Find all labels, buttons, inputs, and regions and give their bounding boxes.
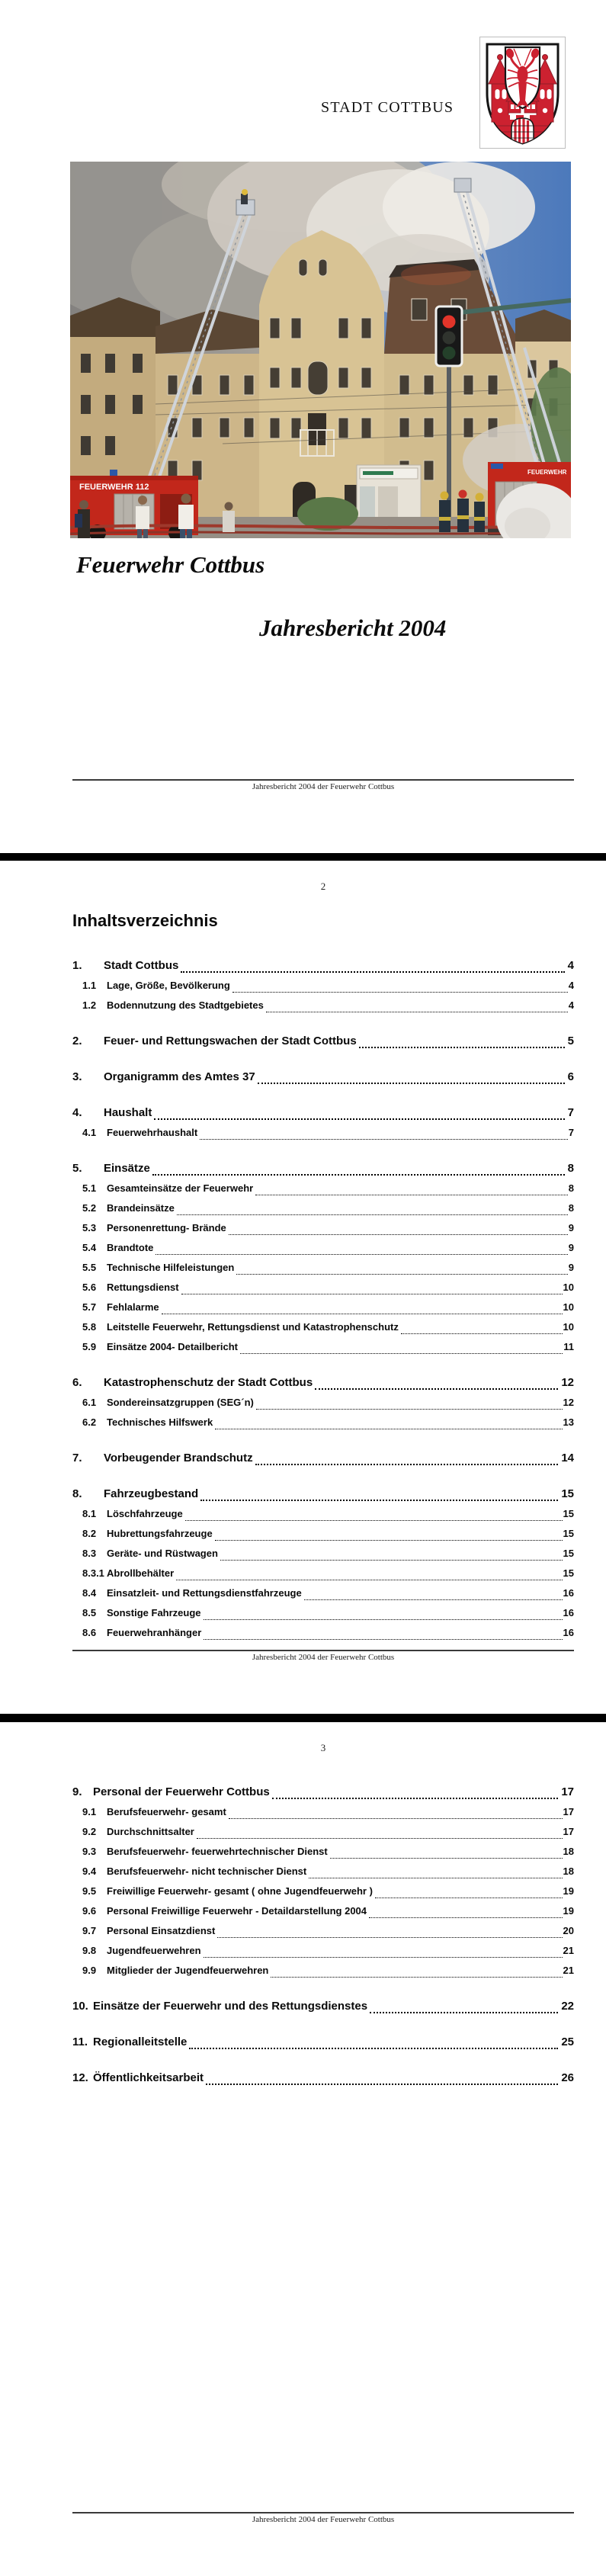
toc-entry-title: Lage, Größe, Bevölkerung	[107, 980, 230, 991]
toc-entry	[72, 1921, 574, 1941]
toc-entry-page: 17	[563, 1826, 574, 1837]
toc-entry-number: 11.	[72, 2035, 88, 2048]
toc-entry-title: Haushalt	[104, 1106, 152, 1119]
toc-dot-leader	[369, 1917, 563, 1918]
toc-entry-title: Freiwillige Feuerwehr- gesamt ( ohne Jugendfeuerwehr )	[107, 1885, 373, 1897]
toc-dot-leader	[359, 1047, 565, 1048]
toc-entry-number: 10.	[72, 2000, 88, 2013]
toc-dot-leader	[197, 1838, 563, 1839]
toc-dot-leader	[232, 992, 568, 993]
toc-entry-number: 8.3.1	[82, 1567, 104, 1579]
toc-entry-page: 4	[568, 999, 574, 1011]
firefighters	[439, 490, 485, 533]
toc-entry-title: Feuerwehrhaushalt	[107, 1127, 198, 1138]
toc-entry-number: 4.1	[82, 1127, 97, 1138]
toc-entry-title: Personal Freiwillige Feuerwehr - Detaildarstellung 2004	[107, 1905, 367, 1917]
toc-dot-leader	[181, 971, 564, 973]
truck-marking-left: FEUERWEHR 112	[79, 483, 149, 492]
toc-entry-number: 8.4	[82, 1587, 97, 1599]
toc-entry	[72, 976, 574, 996]
footer-text: Jahresbericht 2004 der Feuerwehr Cottbus	[252, 2515, 395, 2524]
toc-entry	[72, 996, 574, 1015]
page-number: 2	[320, 881, 326, 892]
toc-entry-number: 9.2	[82, 1826, 97, 1837]
toc-entry-number: 1.2	[82, 999, 97, 1011]
toc-entry-number: 5.4	[82, 1242, 97, 1253]
toc-entry-number: 9.3	[82, 1846, 97, 1857]
toc-entry-page: 10	[563, 1301, 574, 1313]
toc-entry-title: Rettungsdienst	[107, 1282, 179, 1293]
toc-entry-number: 5.9	[82, 1341, 97, 1352]
toc-entry-title: Regionalleitstelle	[93, 2035, 188, 2048]
toc-dot-leader	[177, 1214, 568, 1215]
truck-marking-right: FEUERWEHR	[527, 469, 567, 476]
toc-entry-title: Technische Hilfeleistungen	[107, 1262, 235, 1273]
toc-entry-page: 17	[561, 1785, 574, 1798]
toc-entry-page: 9	[568, 1262, 574, 1273]
toc-dot-leader	[200, 1139, 568, 1140]
page-separator	[0, 1714, 606, 1722]
toc-entry-number: 6.2	[82, 1416, 97, 1428]
toc-entry-page: 19	[563, 1885, 574, 1897]
toc-dot-leader	[304, 1599, 563, 1600]
toc-entry	[72, 1544, 574, 1564]
toc-entry	[72, 2068, 574, 2088]
toc-entry-title: Gesamteinsätze der Feuerwehr	[107, 1182, 254, 1194]
page-separator	[0, 853, 606, 861]
toc-entry-title: Sondereinsatzgruppen (SEG´n)	[107, 1397, 254, 1408]
toc-dot-leader	[185, 1520, 563, 1521]
toc-entry-number: 8.3	[82, 1548, 97, 1559]
toc-dot-leader	[258, 1083, 565, 1084]
toc-entry	[72, 1218, 574, 1238]
toc-entry-title: Brandtote	[107, 1242, 154, 1253]
page-footer	[72, 779, 574, 791]
toc-dot-leader	[206, 2084, 558, 2085]
toc-dot-leader	[204, 1639, 562, 1640]
toc-dot-leader	[370, 2012, 558, 2013]
toc-dot-leader	[200, 1500, 558, 1501]
toc-entry-number: 4.	[72, 1106, 82, 1119]
toc-entry	[72, 955, 574, 976]
toc-entry-title: Fehlalarme	[107, 1301, 159, 1313]
toc-entry-page: 18	[563, 1865, 574, 1877]
toc-entry-page: 12	[561, 1376, 574, 1389]
toc-dot-leader	[154, 1118, 564, 1120]
toc-dot-leader	[315, 1388, 558, 1390]
toc-dot-leader	[204, 1957, 563, 1958]
toc-entry-number: 5.	[72, 1162, 82, 1175]
toc-entry-page: 18	[563, 1846, 574, 1857]
report-title: Feuerwehr Cottbus	[76, 551, 265, 578]
toc-entry-title: Bodennutzung des Stadtgebietes	[107, 999, 264, 1011]
cottbus-coat-of-arms	[479, 37, 566, 149]
toc-entry-page: 9	[568, 1222, 574, 1233]
toc-entry-title: Brandeinsätze	[107, 1202, 175, 1214]
toc-entry-title: Technisches Hilfswerk	[107, 1416, 213, 1428]
toc-entry-number: 8.1	[82, 1508, 97, 1519]
toc-entry-page: 8	[567, 1162, 574, 1175]
toc-entry-number: 9.4	[82, 1865, 97, 1877]
toc-entry-page: 15	[563, 1508, 574, 1519]
toc-entry-page: 8	[568, 1202, 574, 1214]
toc-entry-page: 4	[568, 980, 574, 991]
toc-entry-number: 6.	[72, 1376, 82, 1389]
toc-entry	[72, 1524, 574, 1544]
fire-scene-photo	[70, 162, 571, 538]
toc-dot-leader	[236, 1274, 567, 1275]
toc-entry-title: Personal Einsatzdienst	[107, 1925, 216, 1936]
toc-entry-number: 9.6	[82, 1905, 97, 1917]
toc-entry-number: 8.5	[82, 1607, 97, 1618]
toc-entry	[72, 1372, 574, 1393]
footer-text: Jahresbericht 2004 der Feuerwehr Cottbus	[252, 1653, 395, 1662]
report-subtitle: Jahresbericht 2004	[259, 614, 447, 641]
toc-entry	[72, 1862, 574, 1881]
toc-entry	[72, 2032, 574, 2052]
toc-entry-title: Sonstige Fahrzeuge	[107, 1607, 201, 1618]
toc-list	[72, 955, 574, 1643]
toc-entry-title: Personenrettung- Brände	[107, 1222, 226, 1233]
toc-entry-number: 9.7	[82, 1925, 97, 1936]
toc-entry	[72, 1901, 574, 1921]
toc-entry-number: 3.	[72, 1070, 82, 1083]
toc-entry-number: 1.	[72, 959, 82, 972]
toc-dot-leader	[229, 1818, 563, 1819]
toc-entry-page: 17	[563, 1806, 574, 1817]
toc-dot-leader	[255, 1464, 559, 1465]
toc-dot-leader	[240, 1353, 563, 1354]
toc-dot-leader	[401, 1333, 563, 1334]
toc-entry	[72, 1782, 574, 1802]
toc-entry-page: 19	[563, 1905, 574, 1917]
toc-entry	[72, 1842, 574, 1862]
toc-entry-number: 9.9	[82, 1965, 97, 1976]
toc-entry-page: 4	[567, 959, 574, 972]
toc-entry-number: 5.2	[82, 1202, 97, 1214]
toc-entry-number: 5.1	[82, 1182, 97, 1194]
toc-list	[72, 1782, 574, 2088]
toc-entry	[72, 1158, 574, 1179]
toc-entry	[72, 1123, 574, 1143]
toc-entry-page: 11	[563, 1341, 574, 1352]
toc-entry-page: 15	[563, 1548, 574, 1559]
toc-entry-title: Katastrophenschutz der Stadt Cottbus	[104, 1376, 313, 1389]
toc-entry-title: Geräte- und Rüstwagen	[107, 1548, 218, 1559]
toc-entry-title: Personal der Feuerwehr Cottbus	[93, 1785, 270, 1798]
toc-entry-page: 10	[563, 1321, 574, 1333]
toc-entry	[72, 1504, 574, 1524]
toc-entry	[72, 1961, 574, 1981]
toc-entry-title: Jugendfeuerwehren	[107, 1945, 201, 1956]
toc-entry-number: 9.1	[82, 1806, 97, 1817]
toc-entry-page: 15	[561, 1487, 574, 1500]
toc-entry-title: Mitglieder der Jugendfeuerwehren	[107, 1965, 269, 1976]
toc-dot-leader	[256, 1409, 563, 1410]
toc-entry-page: 16	[563, 1607, 574, 1618]
toc-entry-number: 8.6	[82, 1627, 97, 1638]
toc-entry-title: Einsätze	[104, 1162, 150, 1175]
toc-entry-title: Hubrettungsfahrzeuge	[107, 1528, 213, 1539]
toc-entry-number: 5.6	[82, 1282, 97, 1293]
toc-entry-page: 25	[561, 2035, 574, 2048]
toc-entry	[72, 1822, 574, 1842]
toc-dot-leader	[189, 2048, 558, 2049]
toc-entry-title: Leitstelle Feuerwehr, Rettungsdienst und Katastrophenschutz	[107, 1321, 399, 1333]
toc-entry	[72, 1393, 574, 1413]
toc-dot-leader	[220, 1560, 563, 1561]
toc-entry-number: 5.8	[82, 1321, 97, 1333]
toc-entry-number: 9.8	[82, 1945, 97, 1956]
toc-entry-page: 15	[563, 1567, 574, 1579]
toc-entry-number: 2.	[72, 1035, 82, 1047]
toc-entry-page: 10	[563, 1282, 574, 1293]
toc-entry-number: 9.	[72, 1785, 82, 1798]
toc-entry-page: 9	[568, 1242, 574, 1253]
toc-dot-leader	[271, 1977, 562, 1978]
toc-entry-page: 14	[561, 1452, 574, 1464]
toc-entry-number: 9.5	[82, 1885, 97, 1897]
toc-entry-number: 8.2	[82, 1528, 97, 1539]
toc-entry	[72, 1179, 574, 1198]
toc-entry	[72, 1623, 574, 1643]
toc-entry	[72, 1564, 574, 1583]
toc-dot-leader	[204, 1619, 563, 1620]
toc-entry-page: 8	[568, 1182, 574, 1194]
toc-entry-page: 16	[563, 1587, 574, 1599]
toc-entry-page: 21	[563, 1965, 574, 1976]
toc-entry	[72, 1996, 574, 2016]
toc-entry-page: 26	[561, 2071, 574, 2084]
toc-entry-title: Berufsfeuerwehr- feuerwehrtechnischer Dienst	[107, 1846, 328, 1857]
toc-entry-title: Feuerwehranhänger	[107, 1627, 202, 1638]
city-name-heading: STADT COTTBUS	[321, 99, 454, 116]
toc-entry-page: 15	[563, 1528, 574, 1539]
toc-entry	[72, 1238, 574, 1258]
toc-dot-leader	[156, 1254, 567, 1255]
toc-entry-title: Fahrzeugbestand	[104, 1487, 199, 1500]
toc-entry	[72, 1484, 574, 1504]
toc-dot-leader	[152, 1174, 565, 1176]
toc-entry-number: 5.3	[82, 1222, 97, 1233]
toc-entry	[72, 1413, 574, 1432]
toc-entry-number: 8.	[72, 1487, 82, 1500]
toc-entry-number: 1.1	[82, 980, 97, 991]
toc-entry	[72, 1198, 574, 1218]
toc-dot-leader	[217, 1937, 562, 1938]
footer-text: Jahresbericht 2004 der Feuerwehr Cottbus	[252, 782, 395, 791]
toc-entry-page: 20	[563, 1925, 574, 1936]
toc-entry-number: 5.7	[82, 1301, 97, 1313]
toc-entry-title: Abrollbehälter	[107, 1567, 175, 1579]
toc-entry-page: 22	[561, 2000, 574, 2013]
toc-entry	[72, 1448, 574, 1468]
toc-entry-title: Berufsfeuerwehr- nicht technischer Dienst	[107, 1865, 307, 1877]
cover-page	[0, 0, 606, 853]
toc-entry-page: 13	[563, 1416, 574, 1428]
toc-entry	[72, 1317, 574, 1337]
toc-entry-title: Einsätze 2004- Detailbericht	[107, 1341, 238, 1352]
toc-entry	[72, 1802, 574, 1822]
toc-dot-leader	[215, 1540, 563, 1541]
page-number: 3	[320, 1742, 326, 1753]
toc-entry	[72, 1102, 574, 1123]
toc-entry	[72, 1067, 574, 1087]
toc-entry	[72, 1941, 574, 1961]
toc-entry-page: 7	[568, 1127, 574, 1138]
toc-entry-page: 16	[563, 1627, 574, 1638]
toc-entry-page: 21	[563, 1945, 574, 1956]
toc-entry-number: 5.5	[82, 1262, 97, 1273]
toc-entry-title: Durchschnittsalter	[107, 1826, 194, 1837]
toc-entry-number: 6.1	[82, 1397, 97, 1408]
toc-entry-title: Vorbeugender Brandschutz	[104, 1452, 253, 1464]
page-footer	[72, 2512, 574, 2524]
toc-entry-title: Berufsfeuerwehr- gesamt	[107, 1806, 226, 1817]
toc-entry-page: 7	[567, 1106, 574, 1119]
toc-entry	[72, 1603, 574, 1623]
toc-page-2	[0, 1722, 606, 2576]
toc-entry-page: 5	[567, 1035, 574, 1047]
toc-entry-number: 12.	[72, 2071, 88, 2084]
toc-entry	[72, 1881, 574, 1901]
toc-entry-title: Öffentlichkeitsarbeit	[93, 2071, 204, 2084]
toc-entry-title: Einsatzleit- und Rettungsdienstfahrzeuge	[107, 1587, 302, 1599]
toc-page-1	[0, 861, 606, 1714]
toc-entry	[72, 1031, 574, 1051]
toc-entry-title: Organigramm des Amtes 37	[104, 1070, 255, 1083]
toc-entry-title: Löschfahrzeuge	[107, 1508, 183, 1519]
toc-entry	[72, 1298, 574, 1317]
toc-entry-title: Einsätze der Feuerwehr und des Rettungsdienstes	[93, 2000, 368, 2013]
toc-entry	[72, 1258, 574, 1278]
toc-entry-page: 6	[567, 1070, 574, 1083]
toc-entry-title: Stadt Cottbus	[104, 959, 179, 972]
toc-dot-leader	[330, 1858, 563, 1859]
toc-entry	[72, 1337, 574, 1357]
toc-entry-title: Feuer- und Rettungswachen der Stadt Cottbus	[104, 1035, 357, 1047]
toc-dot-leader	[229, 1234, 568, 1235]
page-footer	[72, 1650, 574, 1662]
toc-entry-number: 7.	[72, 1452, 82, 1464]
toc-heading: Inhaltsverzeichnis	[72, 911, 218, 930]
toc-dot-leader	[272, 1798, 559, 1799]
toc-entry-page: 12	[563, 1397, 574, 1408]
toc-entry	[72, 1583, 574, 1603]
toc-entry	[72, 1278, 574, 1298]
